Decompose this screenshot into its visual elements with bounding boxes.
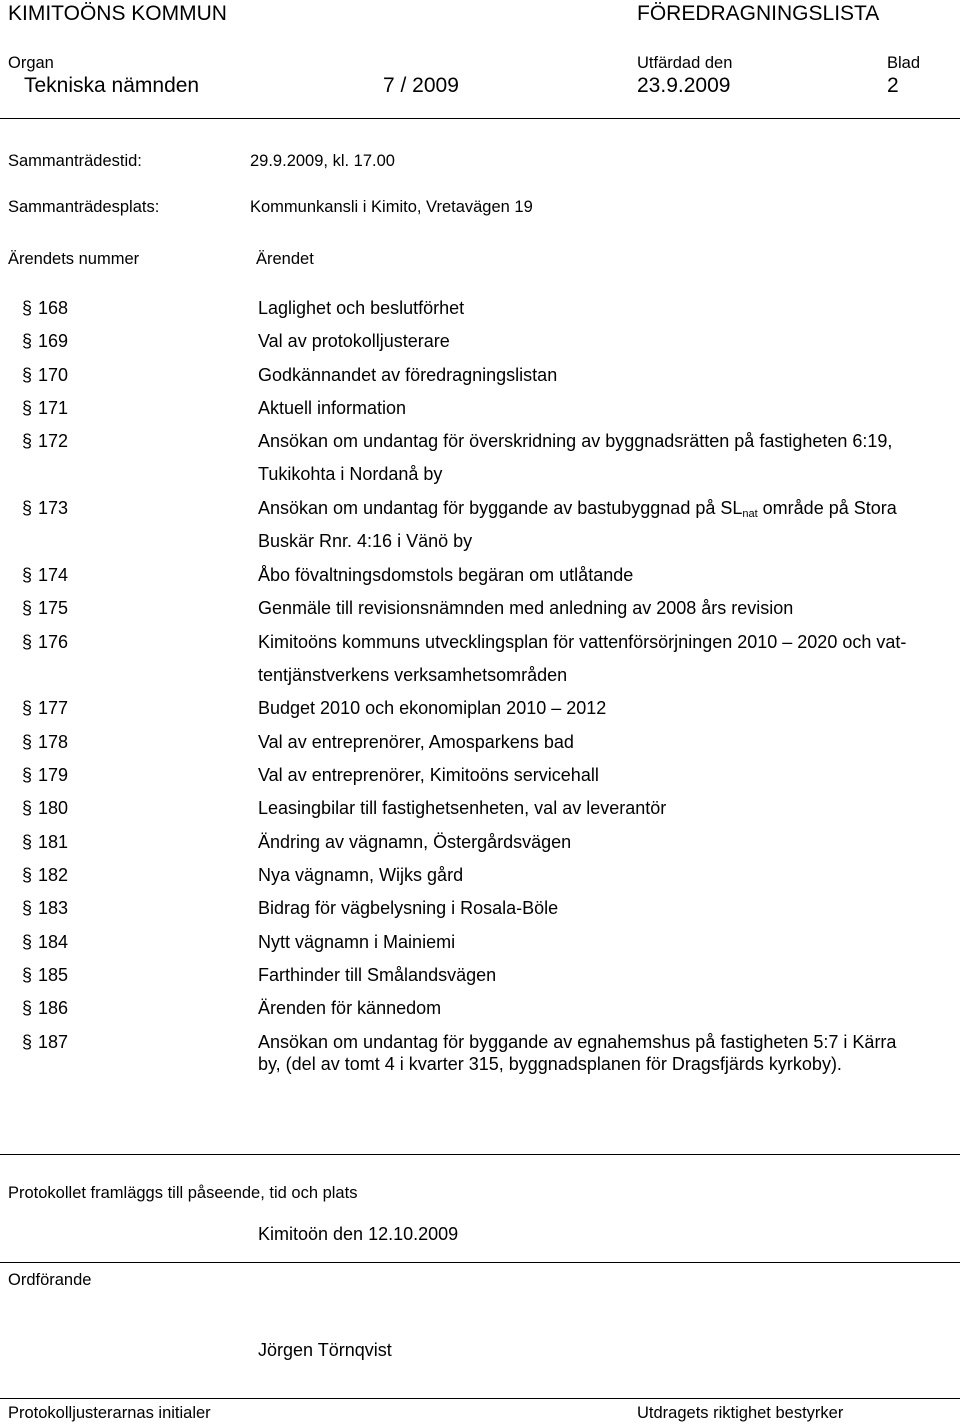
section-sign: §: [22, 798, 33, 818]
section-sign: §: [22, 998, 33, 1018]
section-sign: §: [22, 498, 33, 518]
column-number-header: Ärendets nummer: [8, 250, 140, 268]
item-number: 177: [38, 698, 69, 718]
item-title: Leasingbilar till fastighetsenheten, val av leverantör: [258, 798, 667, 818]
bottom-divider: [0, 1398, 960, 1399]
item-title-continuation: Tukikohta i Nordanå by: [258, 464, 443, 484]
sheet-number: 2: [887, 74, 899, 97]
section-sign: §: [22, 898, 33, 918]
item-number: 183: [38, 898, 69, 918]
item-title: Genmäle till revisionsnämnden med anledning av 2008 års revision: [258, 598, 794, 618]
issued-label: Utfärdad den: [637, 54, 733, 72]
item-title: Kimitoöns kommuns utvecklingsplan för vattenförsörjningen 2010 – 2020 och vat-: [258, 632, 907, 652]
item-number: 185: [38, 965, 69, 985]
section-sign: §: [22, 331, 33, 351]
item-number: 178: [38, 732, 69, 752]
item-number: 182: [38, 865, 69, 885]
certify-label: Utdragets riktighet bestyrker: [637, 1404, 844, 1422]
item-title-subscript: nat: [742, 508, 758, 520]
item-number: 175: [38, 598, 69, 618]
section-sign: §: [22, 298, 33, 318]
item-number: 180: [38, 798, 69, 818]
item-title: Aktuell information: [258, 398, 407, 418]
header-divider: [0, 118, 960, 119]
agenda-item: [0, 565, 960, 589]
section-sign: §: [22, 965, 33, 985]
item-number: 170: [38, 365, 69, 385]
display-label: Protokollet framläggs till påseende, tid och plats: [8, 1184, 358, 1202]
section-sign: §: [22, 431, 33, 451]
item-number: 181: [38, 832, 69, 852]
item-title: Farthinder till Smålandsvägen: [258, 965, 497, 985]
agenda-item: [0, 732, 960, 756]
chair-name: Jörgen Törnqvist: [258, 1340, 392, 1360]
organ-value: Tekniska nämnden: [24, 74, 200, 97]
section-sign: §: [22, 632, 33, 652]
organ-label: Organ: [8, 54, 54, 72]
section-sign: §: [22, 732, 33, 752]
meeting-number: 7 / 2009: [383, 74, 459, 97]
municipality-name: KIMITOÖNS KOMMUN: [8, 2, 227, 25]
item-title-part: Ansökan om undantag för byggande av bastubyggnad på SL: [258, 498, 743, 518]
agenda-item: [0, 431, 960, 484]
section-sign: §: [22, 832, 33, 852]
item-title: Budget 2010 och ekonomiplan 2010 – 2012: [258, 698, 607, 718]
agenda-item: [0, 765, 960, 789]
item-number: 173: [38, 498, 69, 518]
agenda-item: [0, 998, 960, 1022]
item-number: 172: [38, 431, 69, 451]
agenda-item: [0, 298, 960, 322]
item-number: 174: [38, 565, 69, 585]
item-number: 186: [38, 998, 69, 1018]
issued-date: 23.9.2009: [637, 74, 731, 97]
agenda-item: [0, 798, 960, 822]
section-sign: §: [22, 865, 33, 885]
item-number: 169: [38, 331, 69, 351]
adjusters-initials-label: Protokolljusterarnas initialer: [8, 1404, 211, 1422]
item-title: Åbo fövaltningsdomstols begäran om utlåtande: [258, 565, 634, 585]
item-title: [258, 498, 897, 520]
agenda-item: [0, 898, 960, 922]
agenda-item: [0, 632, 960, 685]
item-number: 187: [38, 1032, 69, 1052]
item-title: Laglighet och beslutförhet: [258, 298, 465, 318]
section-sign: §: [22, 932, 33, 952]
agenda-item: [0, 832, 960, 856]
section-sign: §: [22, 598, 33, 618]
item-title-continuation: tentjänstverkens verksamhetsområden: [258, 665, 568, 685]
item-number: 168: [38, 298, 69, 318]
section-sign: §: [22, 398, 33, 418]
item-title-continuation: Buskär Rnr. 4:16 i Vänö by: [258, 531, 473, 551]
section-sign: §: [22, 765, 33, 785]
agenda-item: [0, 365, 960, 389]
item-title: Ärenden för kännedom: [258, 998, 442, 1018]
agenda-item: [0, 331, 960, 355]
agenda-item: [0, 865, 960, 889]
item-number: 179: [38, 765, 69, 785]
agenda-item: [0, 932, 960, 956]
agenda-item: [0, 698, 960, 722]
chair-label: Ordförande: [8, 1271, 92, 1289]
item-title: Godkännandet av föredragningslistan: [258, 365, 558, 385]
item-title-continuation: by, (del av tomt 4 i kvarter 315, byggnadsplanen för Dragsfjärds kyrkoby).: [258, 1054, 842, 1074]
meeting-time-label: Sammanträdestid:: [8, 152, 142, 170]
item-title: Ansökan om undantag för byggande av egnahemshus på fastigheten 5:7 i Kärra: [258, 1032, 897, 1052]
document-type: FÖREDRAGNINGSLISTA: [637, 2, 880, 25]
section-sign: §: [22, 698, 33, 718]
item-title: Bidrag för vägbelysning i Rosala-Böle: [258, 898, 559, 918]
display-value: Kimitoön den 12.10.2009: [258, 1224, 459, 1244]
item-title: Ansökan om undantag för överskridning av byggnadsrätten på fastigheten 6:19,: [258, 431, 893, 451]
section-sign: §: [22, 365, 33, 385]
agenda-item: [0, 1032, 960, 1074]
chair-divider: [0, 1262, 960, 1263]
agenda-item: [0, 398, 960, 422]
meeting-place-value: Kommunkansli i Kimito, Vretavägen 19: [250, 198, 533, 216]
item-title: Ändring av vägnamn, Östergårdsvägen: [258, 832, 572, 852]
section-sign: §: [22, 1032, 33, 1052]
item-title-part: område på Stora: [757, 498, 897, 518]
meeting-place-label: Sammanträdesplats:: [8, 198, 160, 216]
item-title: Nya vägnamn, Wijks gård: [258, 865, 464, 885]
item-title: Val av entreprenörer, Kimitoöns servicehall: [258, 765, 599, 785]
item-number: 171: [38, 398, 69, 418]
item-title: Nytt vägnamn i Mainiemi: [258, 932, 456, 952]
column-subject-header: Ärendet: [256, 250, 314, 268]
sheet-label: Blad: [887, 54, 921, 72]
agenda-item: [0, 498, 960, 551]
meeting-time-value: 29.9.2009, kl. 17.00: [250, 152, 395, 170]
footer-divider: [0, 1154, 960, 1155]
item-title: Val av protokolljusterare: [258, 331, 450, 351]
item-number: 176: [38, 632, 69, 652]
agenda-item: [0, 598, 960, 622]
section-sign: §: [22, 565, 33, 585]
item-title: Val av entreprenörer, Amosparkens bad: [258, 732, 574, 752]
item-number: 184: [38, 932, 69, 952]
agenda-item: [0, 965, 960, 989]
